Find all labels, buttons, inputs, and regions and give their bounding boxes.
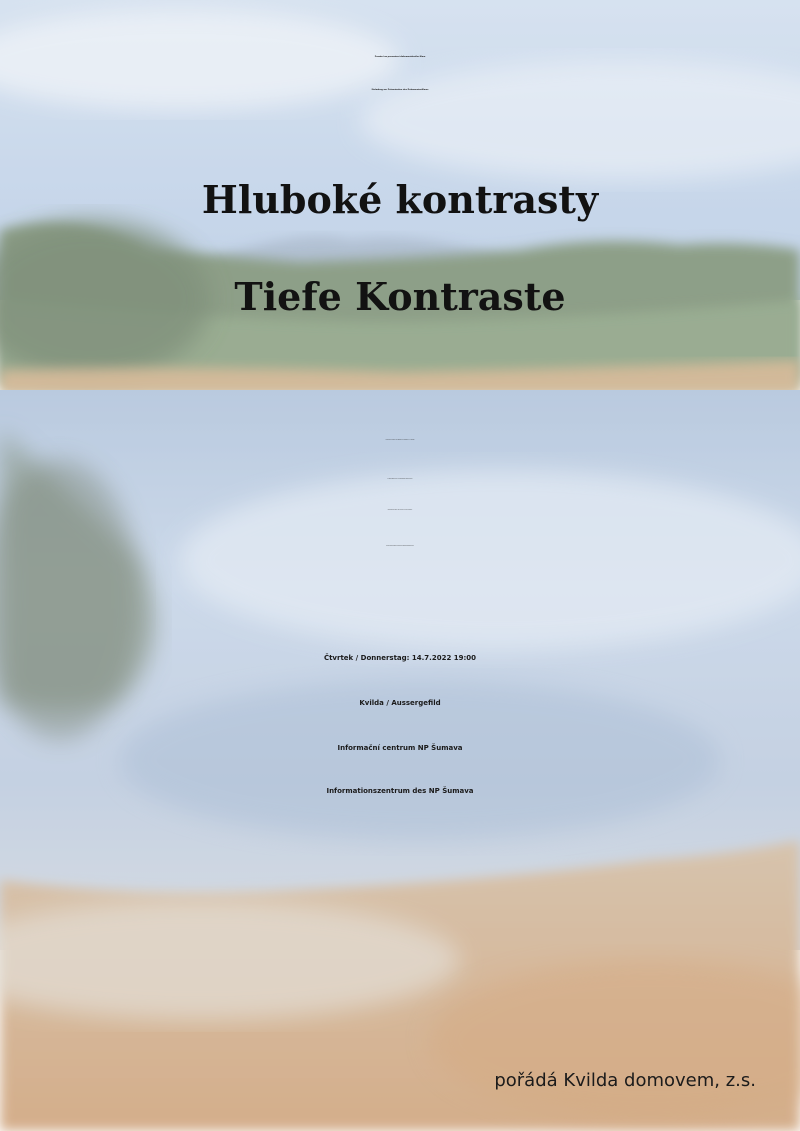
credits-cs: [0, 849, 800, 879]
event-venue-cs: Informační centrum NP Šumava: [337, 744, 463, 752]
discussion-cs: [0, 960, 800, 992]
description-line-3: Reflexionen über das Leben in der deustch-: [387, 510, 413, 511]
description-line-4: tschechisch-österreichischen Böhmerwaldregion: [386, 546, 414, 547]
description-line-1: Výpovědi a úvahy lidí žijících na Šumavě, v Českém: [385, 440, 415, 441]
title-cs: Hluboké kontrasty: [201, 177, 599, 222]
organizer: pořádá Kvilda domovem, z.s.: [494, 1070, 756, 1091]
invitation-de: Einladung zur Präsentation des Dokumentarfilmes: [371, 89, 429, 91]
event-place: Kvilda / Aussergefild: [359, 699, 441, 707]
credits-de: [0, 878, 800, 908]
discussion-de: [0, 993, 800, 1025]
event-datetime: Čtvrtek / Donnerstag: 14.7.2022 19:00: [323, 654, 477, 662]
title-de: Tiefe Kontraste: [234, 274, 566, 319]
event-venue-de: Informationszentrum des NP Šumava: [326, 787, 474, 795]
description-line-2: a Bavorském lese a rakouském Mühlviertelu: [387, 479, 413, 480]
invitation-cs: Pozvání na prezentaci dokumentárního filmu: [374, 56, 426, 58]
